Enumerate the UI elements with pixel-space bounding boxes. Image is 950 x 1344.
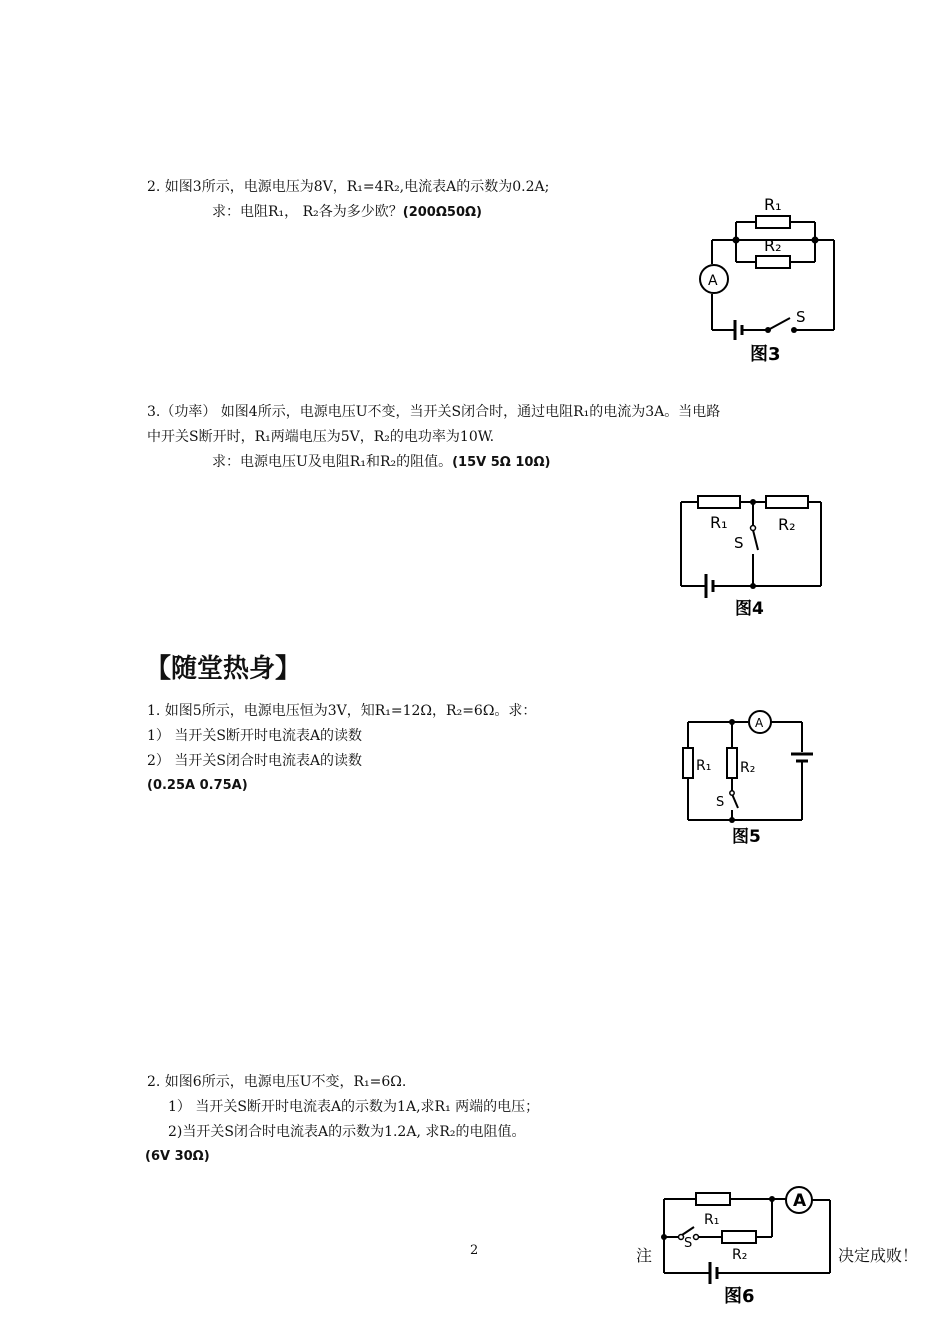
figure-3 — [698, 190, 838, 365]
q3-line2: 中开关S断开时，R₁两端电压为5V，R₂的电功率为10W. — [147, 429, 495, 445]
q3-line3 — [212, 453, 550, 472]
w2-line2: 1） 当开关S断开时电流表A的示数为1A,求R₁ 两端的电压； — [168, 1099, 540, 1115]
fig5-caption: 图5 — [732, 827, 761, 847]
w2-line3: 2)当开关S闭合时电流表A的示数为1.2A, 求R₂的电阻值。 — [168, 1124, 526, 1140]
footer-right: 决定成败！ — [838, 1246, 919, 1265]
fig5-label-r2: R₂ — [740, 760, 756, 776]
fig4-label-r2: R₂ — [778, 515, 796, 534]
q2-line1: 2. 如图3所示，电源电压为8V，R₁=4R₂,电流表A的示数为0.2A; — [147, 179, 550, 195]
fig4-label-s: S — [734, 534, 744, 552]
fig3-label-s: S — [796, 308, 806, 326]
figure-6 — [658, 1183, 838, 1308]
fig5-resistor-r1 — [683, 748, 693, 778]
fig3-caption: 图3 — [750, 344, 781, 365]
q3-answer: (15V 5Ω 10Ω) — [452, 455, 551, 470]
w1-line1: 1. 如图5所示，电源电压恒为3V，知R₁=12Ω，R₂=6Ω。求： — [147, 703, 537, 719]
figure-4 — [678, 490, 828, 620]
fig5-label-a: A — [755, 716, 764, 730]
q2-line2 — [212, 203, 482, 222]
w2-line1: 2. 如图6所示，电源电压U不变，R₁=6Ω. — [147, 1074, 407, 1090]
fig3-label-r2: R₂ — [764, 236, 782, 255]
q3-line1: 3.（功率） 如图4所示，电源电压U不变，当开关S闭合时，通过电阻R₁的电流为3A。当电路 — [147, 404, 721, 420]
fig6-label-s: S — [684, 1236, 693, 1251]
q3-question: 求：电源电压U及电阻R₁和R₂的阻值。 — [212, 454, 453, 470]
fig6-label-r1: R₁ — [704, 1212, 720, 1228]
w1-line3: 2） 当开关S闭合时电流表A的读数 — [147, 753, 363, 769]
fig5-label-s: S — [716, 795, 725, 810]
fig3-resistor-r1 — [756, 216, 790, 228]
footer-left: 注 — [636, 1246, 653, 1265]
fig6-caption: 图6 — [724, 1286, 755, 1307]
fig3-label-a: A — [708, 273, 718, 289]
section-title: 【随堂热身】 — [145, 654, 302, 684]
page-number: 2 — [470, 1243, 479, 1258]
w2-answer: (6V 30Ω) — [145, 1149, 210, 1164]
figure-5 — [682, 712, 817, 847]
fig3-resistor-r2 — [756, 256, 790, 268]
fig4-resistor-r2 — [766, 496, 808, 508]
fig4-label-r1: R₁ — [710, 513, 728, 532]
fig5-label-r1: R₁ — [696, 758, 712, 774]
fig4-caption: 图4 — [735, 599, 764, 619]
q2-question: 求：电阻R₁， R₂各为多少欧？ — [212, 204, 403, 220]
fig3-label-r1: R₁ — [764, 195, 782, 214]
w1-answer: (0.25A 0.75A) — [147, 778, 248, 793]
fig6-label-r2: R₂ — [732, 1247, 748, 1263]
fig6-label-a: A — [793, 1191, 807, 1211]
w1-line2: 1） 当开关S断开时电流表A的读数 — [147, 728, 363, 744]
fig4-resistor-r1 — [698, 496, 740, 508]
q2-answer: (200Ω50Ω) — [402, 205, 482, 220]
fig5-resistor-r2 — [727, 748, 737, 778]
